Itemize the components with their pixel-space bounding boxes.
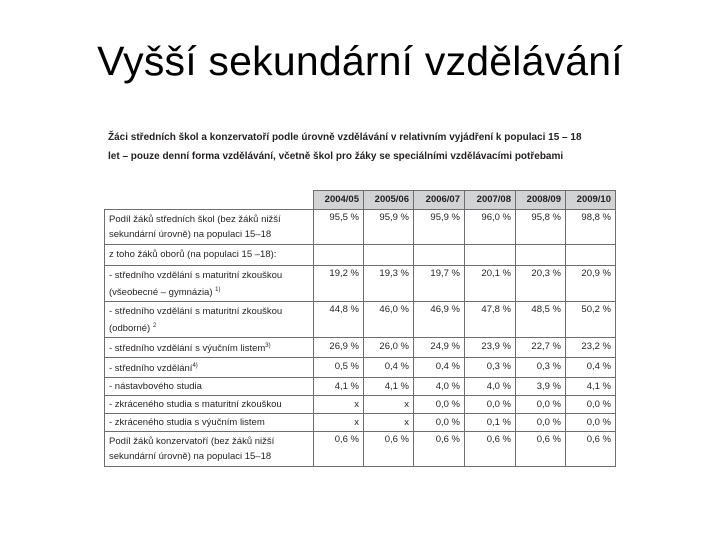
row-label: Podíl žáků středních škol (bez žáků nižší sekundární úrovně) na populaci 15–18: [105, 210, 314, 245]
table-cell: 4,1 %: [314, 378, 364, 396]
table-cell: 0,6 %: [414, 432, 465, 467]
table-cell: x: [314, 414, 364, 432]
table-cell: [566, 245, 616, 266]
table-cell: 0,3 %: [516, 358, 566, 378]
table-caption: [108, 128, 628, 166]
row-label: z toho žáků oborů (na populaci 15 –18):: [105, 245, 314, 266]
table-cell: 46,9 %: [414, 302, 465, 338]
table-cell: 24,9 %: [414, 338, 465, 358]
table-cell: x: [364, 414, 414, 432]
table-row: [105, 266, 616, 302]
table-cell: 95,9 %: [414, 210, 465, 245]
table-cell: 0,0 %: [414, 396, 465, 414]
table-cell: 0,0 %: [566, 396, 616, 414]
table-cell: 0,5 %: [314, 358, 364, 378]
table-row: [105, 378, 616, 396]
table-row: [105, 414, 616, 432]
column-header: 2009/10: [566, 191, 616, 210]
row-label: - nástavbového studia: [105, 378, 314, 396]
table-cell: 26,0 %: [364, 338, 414, 358]
footnote-mark: 4): [192, 363, 198, 370]
column-header: 2004/05: [314, 191, 364, 210]
statistics-table: [104, 190, 616, 467]
table-cell: x: [314, 396, 364, 414]
table-row: [105, 358, 616, 378]
table-cell: 0,6 %: [566, 432, 616, 467]
footnote-mark: 2: [152, 323, 157, 329]
table-row: [105, 302, 616, 338]
table-cell: 0,4 %: [566, 358, 616, 378]
column-header: 2007/08: [465, 191, 516, 210]
table-cell: 0,6 %: [314, 432, 364, 467]
table-cell: 19,3 %: [364, 266, 414, 302]
table-cell: 0,0 %: [414, 414, 465, 432]
footnote-mark: 1): [215, 287, 221, 293]
table-cell: 19,7 %: [414, 266, 465, 302]
table-row: [105, 338, 616, 358]
row-label: Podíl žáků konzervatoří (bez žáků nižší sekundární úrovně) na populaci 15–18: [105, 432, 314, 467]
table-cell: 20,3 %: [516, 266, 566, 302]
table-row: [105, 432, 616, 467]
table-cell: 0,3 %: [465, 358, 516, 378]
table-row: [105, 245, 616, 266]
table-cell: 0,6 %: [364, 432, 414, 467]
table-cell: x: [364, 396, 414, 414]
table-cell: [465, 245, 516, 266]
header-corner: [105, 191, 314, 210]
caption-line-2: let – pouze denní forma vzdělávání, včetně škol pro žáky se speciálními vzdělávacími potřebami: [108, 151, 564, 162]
table-cell: [314, 245, 364, 266]
row-label: - zkráceného studia s výučním listem: [105, 414, 314, 432]
table-cell: 96,0 %: [465, 210, 516, 245]
table-cell: 50,2 %: [566, 302, 616, 338]
header-row: [105, 191, 616, 210]
table-cell: 44,8 %: [314, 302, 364, 338]
table-cell: 46,0 %: [364, 302, 414, 338]
table-cell: 20,1 %: [465, 266, 516, 302]
table-cell: 22,7 %: [516, 338, 566, 358]
row-label: - středního vzdělání s výučním listem$^{3)}$: [105, 338, 314, 358]
column-header: 2008/09: [516, 191, 566, 210]
table-cell: 23,9 %: [465, 338, 516, 358]
table-row: [105, 396, 616, 414]
table-cell: 20,9 %: [566, 266, 616, 302]
table-cell: 48,5 %: [516, 302, 566, 338]
table-cell: 4,0 %: [414, 378, 465, 396]
table-cell: 0,4 %: [414, 358, 465, 378]
caption-line-1: Žáci středních škol a konzervatoří podle úrovně vzdělávání v relativním vyjádření k populaci 15 – 18: [108, 132, 582, 143]
table-cell: 0,0 %: [566, 414, 616, 432]
table-cell: 0,0 %: [516, 414, 566, 432]
table-cell: 3,9 %: [516, 378, 566, 396]
row-label: - středního vzdělání$^{4)}$: [105, 358, 314, 378]
row-label: - středního vzdělání s maturitní zkouškou (všeobecné – gymnázia) $^{1)}$: [105, 266, 314, 302]
table-cell: 26,9 %: [314, 338, 364, 358]
table-cell: 0,4 %: [364, 358, 414, 378]
table-cell: 19,2 %: [314, 266, 364, 302]
column-header: 2006/07: [414, 191, 465, 210]
table-cell: 47,8 %: [465, 302, 516, 338]
slide-title: Vyšší sekundární vzdělávání: [97, 38, 623, 84]
table-cell: 23,2 %: [566, 338, 616, 358]
table-cell: 4,0 %: [465, 378, 516, 396]
table-cell: 4,1 %: [364, 378, 414, 396]
row-label: - středního vzdělání s maturitní zkouškou (odborné) $^2$: [105, 302, 314, 338]
table-cell: 95,8 %: [516, 210, 566, 245]
footnote-mark: 3): [265, 343, 271, 349]
table-cell: [364, 245, 414, 266]
table-cell: 4,1 %: [566, 378, 616, 396]
table-cell: 0,0 %: [516, 396, 566, 414]
row-label: - zkráceného studia s maturitní zkouškou: [105, 396, 314, 414]
table-cell: [516, 245, 566, 266]
table-cell: 0,0 %: [465, 396, 516, 414]
table-cell: 0,6 %: [465, 432, 516, 467]
table-cell: 0,1 %: [465, 414, 516, 432]
table-cell: 95,5 %: [314, 210, 364, 245]
table-cell: [414, 245, 465, 266]
column-header: 2005/06: [364, 191, 414, 210]
table-row: [105, 210, 616, 245]
table-cell: 95,9 %: [364, 210, 414, 245]
table-cell: 98,8 %: [566, 210, 616, 245]
table-cell: 0,6 %: [516, 432, 566, 467]
